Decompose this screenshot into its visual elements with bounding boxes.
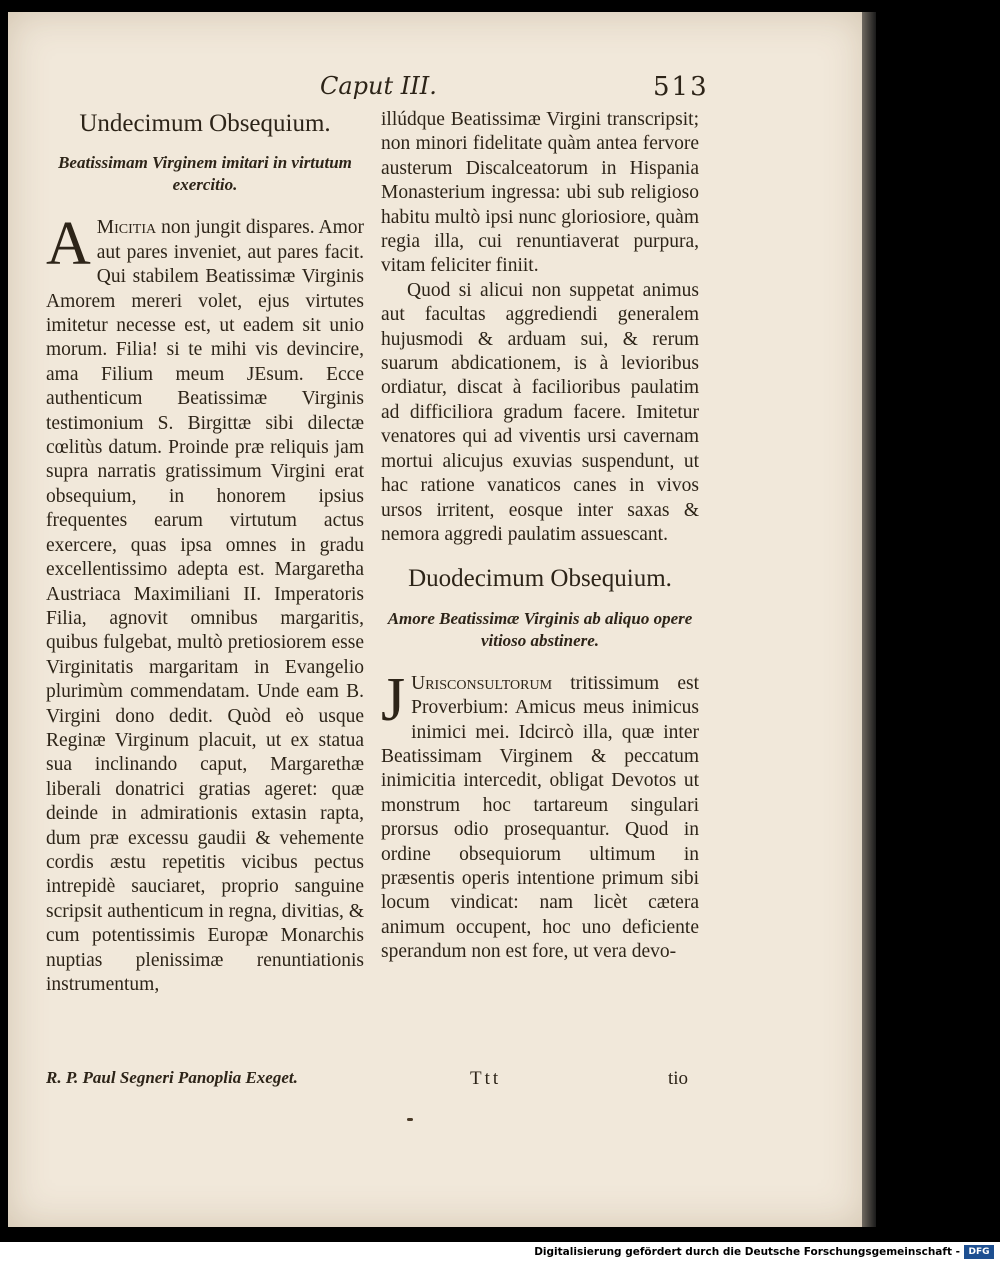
left-dropcap: A [46, 210, 91, 279]
right-paragraph-2: Quod si alicui non suppetat animus aut facultas aggrediendi generalem hujusmodi & arduam sui, & rerum suarum abdicationem, is à levioribus ordiatur, discat à facilioribus paulatim ad difficiliora gradum facere. Imitetur venatores qui ad viventis ursi cavernam mortui alicujus exuvias suspendunt, ut hac ratione vanaticos canes in vivos ursos irritent, eosque inter saxas & nemora aggredi paulatim assuescant. [381, 279, 699, 545]
right-heading: Duodecimum Obsequium. [408, 565, 672, 593]
right-body-text: tritissimum est Proverbium: Amicus meus inimicus inimici mei. Idcircò illa, quæ inter Beatissimam Virginem & peccatum inimicitia intercedit, obligat Devotos ut monstrum hoc tartareum singulari prorsus odio prosequantur. Quod in ordine obsequiorum ultimum in præsentis operis intentione primum sibi locum vindicat: nam licèt cætera animum occupent, hoc uno deficiente sperandum non est fore, ut vera devo- [381, 672, 699, 963]
left-subheading: Beatissimam Virginem imitari in virtutum exercitio. [58, 153, 352, 195]
running-head: Caput III. [320, 72, 437, 100]
right-paragraph-3 [381, 665, 699, 965]
signature-mark: Ttt [470, 1068, 502, 1089]
dfg-logo-icon: DFG [964, 1245, 994, 1259]
left-paragraph [46, 210, 364, 997]
ink-speck [407, 1118, 413, 1121]
left-column [46, 112, 364, 997]
right-first-word: Urisconsultorum [411, 672, 553, 694]
page-number: 513 [653, 72, 709, 102]
right-dropcap: J [381, 665, 406, 734]
right-paragraph-1: illúdque Beatissimæ Virgini transcripsit; non minori fidelitate quàm antea fervore austerum Discalceatorum in Hispania Monasterium ingressa: ubi sub religioso habitu multò ipsi nunc gloriosiore, quàm regia illa, cui renuntiaverat purpura, vitam feliciter finiit. [381, 109, 699, 277]
footnote-reference: R. P. Paul Segneri Panoplia Exeget. [46, 1068, 298, 1087]
left-heading: Undecimum Obsequium. [79, 110, 331, 137]
right-subheading: Amore Beatissimæ Virginis ab aliquo opere vitioso abstinere. [387, 608, 693, 650]
credit-bar [0, 1242, 1000, 1264]
left-body-text: non jungit dispares. Amor aut pares inveniet, aut pares facit. Qui stabilem Beatissimæ Virginis Amorem mereri volet, ejus virtutes imitetur necesse est, ut eadem sit unio morum. Filia! si te mihi vis devincire, ama Filium meum JEsum. Ecce authenticum Beatissimæ Virginis testimonium S. Birgittæ sibi dilectæ cœlitùs datum. Proinde præ reliquis jam supra narratis gratissimum Virgini erat obsequium, in honorem ipsius frequentes earum virtutum actus exercere, quas ipsa omnes in gradu excellentissimo adepta est. Margaretha Austriaca Maximiliani II. Imperatoris Filia, agnovit omnibus margaritis, quibus fulgebat, multò pretiosiorem esse Virginitatis margaritam in Evangelio plurimùm commendatam. Unde eam B. Virgini dono dedit. Quòd eò usque Reginæ Virginum placuit, ut ex statua sua inclinando caput, Margarethæ liberali donatrici gratias ageret: quæ deinde in admirationis extasin rapta, dum præ excessu gaudii & vehemente cordis æstu repetitis vicibus pectus intrepidè sauciaret, proprio sanguine scripsit authenticum in regna, divitias, & cum potentissimis Europæ Monarchis nuptias plenissimæ renuntiationis instrumentum, [46, 217, 364, 995]
left-first-word: Micitia [96, 217, 157, 239]
funding-credit: Digitalisierung gefördert durch die Deutsche Forschungsgemeinschaft - [534, 1246, 960, 1258]
right-column [381, 108, 699, 965]
page-edge-shadow [862, 12, 876, 1227]
catchword: tio [668, 1068, 689, 1089]
